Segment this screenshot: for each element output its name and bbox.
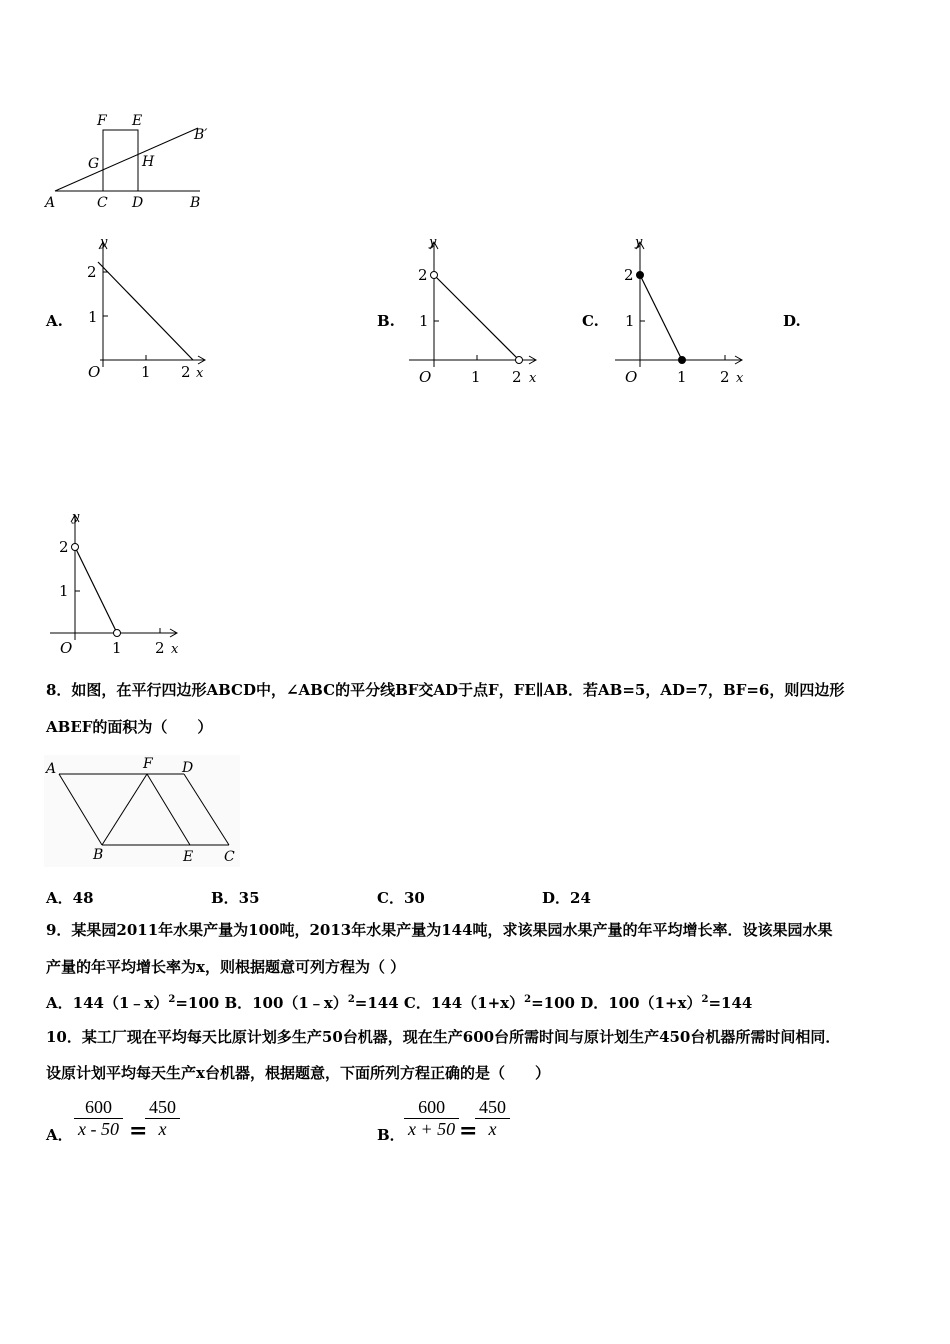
open-point-x — [114, 630, 121, 637]
q10-option-a-equals: = — [129, 1118, 148, 1144]
y-axis-label: y — [635, 235, 643, 250]
graph-option-a — [70, 232, 220, 387]
open-point-y — [431, 272, 438, 279]
tick-label-2: 2 — [59, 538, 69, 556]
x-axis-label: x — [736, 371, 744, 386]
x-tick-label-1: 1 — [112, 639, 122, 657]
denominator: x - 50 — [78, 1119, 119, 1139]
numerator: 600 — [74, 1097, 123, 1119]
tick-label-2: 2 — [87, 263, 97, 281]
numerator: 450 — [475, 1097, 510, 1119]
q9-option-d: D．$100(1+x)^2=144$ — [580, 994, 753, 1012]
line-ab-prime — [55, 128, 198, 191]
tick-label-2: 2 — [418, 266, 428, 284]
x-axis-label: x — [171, 642, 179, 657]
x-tick-label-2: 2 — [181, 363, 191, 381]
q8-option-b: B．35 — [211, 889, 260, 907]
tick-label-1: 1 — [88, 308, 98, 326]
graph-option-b — [401, 232, 551, 387]
y-axis-label: y — [72, 510, 80, 525]
q10-option-a-fraction-right — [145, 1097, 180, 1140]
q9-option-a: A．144（1﹣x）$^2$=100 — [46, 994, 220, 1012]
y-axis-label: y — [429, 235, 437, 250]
parallelogram-figure — [44, 755, 240, 867]
label-h: H — [142, 154, 155, 170]
y-axis-label: y — [100, 235, 108, 250]
q9-options-row — [46, 992, 752, 1013]
rectangle-cdef — [103, 130, 138, 191]
denominator: x — [158, 1119, 167, 1139]
x-tick-label-2: 2 — [720, 368, 730, 386]
tick-label-1: 1 — [419, 312, 429, 330]
option-c-label: C. — [582, 312, 599, 330]
tick-label-2: 2 — [624, 266, 634, 284]
label-a: A — [45, 195, 56, 211]
q10-option-b-fraction-right — [475, 1097, 510, 1140]
closed-point-y — [637, 272, 644, 279]
open-point-x — [516, 357, 523, 364]
option-b-label: B. — [377, 312, 395, 330]
q10-option-a-fraction-left — [74, 1097, 123, 1140]
question-9-line-2: 产量的年平均增长率为x，则根据题意可列方程为（ ） — [46, 958, 406, 976]
label-e: E — [132, 113, 143, 129]
label-f: F — [143, 756, 153, 772]
q10-option-a-label: A． — [46, 1126, 73, 1144]
label-g: G — [88, 156, 100, 172]
graph-option-d — [42, 505, 192, 660]
graph-option-c — [607, 232, 757, 387]
label-b-prime: B′ — [194, 127, 208, 143]
label-c: C — [224, 849, 235, 865]
x-tick-label-1: 1 — [141, 363, 151, 381]
label-d: D — [132, 195, 144, 211]
label-e: E — [183, 849, 194, 865]
origin-label: O — [88, 363, 101, 381]
segment — [98, 262, 193, 360]
q10-option-b-fraction-left — [404, 1097, 459, 1140]
q10-option-b-label: B． — [377, 1126, 405, 1144]
origin-label: O — [60, 639, 73, 657]
origin-label: O — [625, 368, 638, 386]
x-axis-label: x — [529, 371, 537, 386]
segment — [434, 275, 519, 360]
question-8-line-2: ABEF的面积为（ ） — [46, 718, 213, 736]
label-a: A — [46, 761, 57, 777]
q9-option-b: B．100（1﹣x）$^2$=144 — [224, 994, 399, 1012]
top-geometry-figure — [40, 108, 220, 218]
x-tick-label-1: 1 — [471, 368, 481, 386]
numerator: 450 — [145, 1097, 180, 1119]
tick-label-1: 1 — [59, 582, 69, 600]
question-10-line-2: 设原计划平均每天生产x台机器，根据题意，下面所列方程正确的是（ ） — [46, 1064, 550, 1082]
closed-point-x — [679, 357, 686, 364]
option-a-label: A. — [46, 312, 63, 330]
label-b: B — [93, 847, 104, 863]
origin-label: O — [419, 368, 432, 386]
x-tick-label-2: 2 — [512, 368, 522, 386]
q8-option-a: A．48 — [46, 889, 94, 907]
option-d-label: D. — [783, 312, 801, 330]
q8-option-c: C．30 — [377, 889, 425, 907]
q9-option-c: C．$144(1+x)^2=100$ — [403, 994, 575, 1012]
question-8-line-1: 8．如图，在平行四边形ABCD中，∠ABC的平分线BF交AD于点F，FE∥AB．若AB=5，AD=7，BF=6，则四边形 — [46, 681, 845, 699]
question-9-line-1: 9．某果园2011年水果产量为100吨，2013年水果产量为144吨，求该果园水果产量的年平均增长率．设该果园水果 — [46, 921, 833, 939]
x-tick-label-1: 1 — [677, 368, 687, 386]
label-c: C — [97, 195, 108, 211]
tick-label-1: 1 — [625, 312, 635, 330]
denominator: x + 50 — [408, 1119, 456, 1139]
open-point-y — [72, 544, 79, 551]
label-f: F — [97, 113, 107, 129]
x-tick-label-2: 2 — [155, 639, 165, 657]
label-d: D — [182, 760, 194, 776]
q8-option-d: D．24 — [542, 889, 591, 907]
q10-option-b-equals: = — [459, 1118, 478, 1144]
segment — [75, 547, 117, 633]
denominator: x — [488, 1119, 497, 1139]
label-b: B — [190, 195, 201, 211]
numerator: 600 — [404, 1097, 459, 1119]
question-10-line-1: 10．某工厂现在平均每天比原计划多生产50台机器，现在生产600台所需时间与原计划生产450台机器所需时间相同． — [46, 1028, 841, 1046]
x-axis-label: x — [196, 366, 204, 381]
segment — [640, 275, 682, 360]
